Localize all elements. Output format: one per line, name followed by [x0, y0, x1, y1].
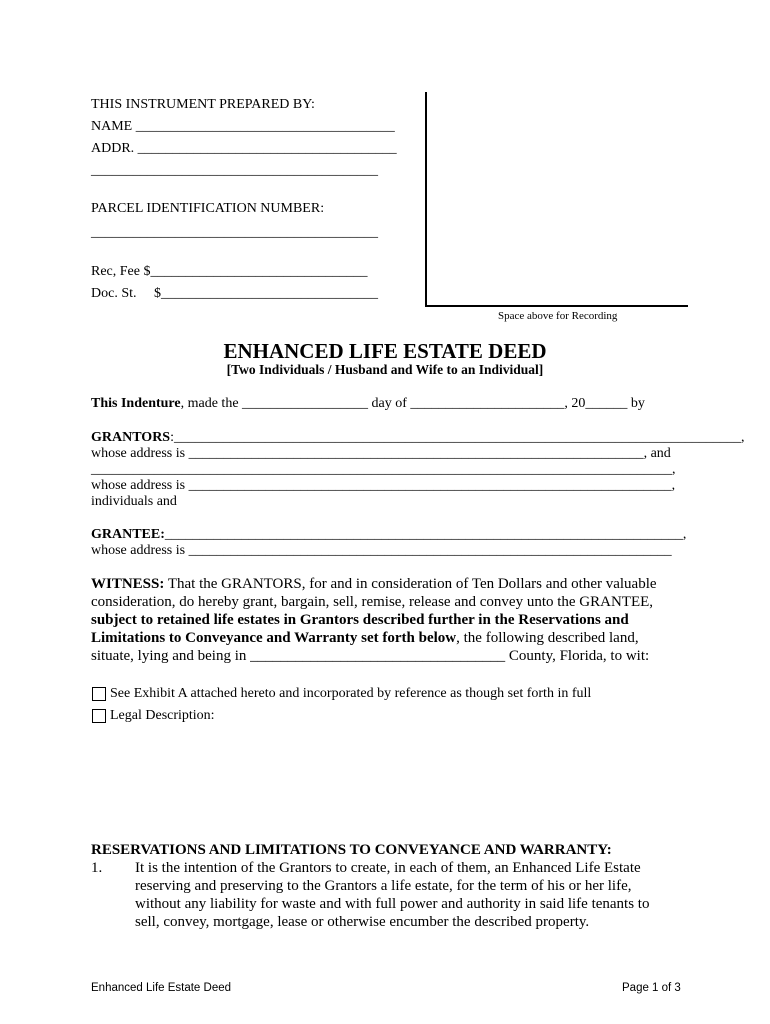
document-subtitle: [Two Individuals / Husband and Wife to an Individual]	[226, 362, 544, 377]
grantor-address-1: whose address is _________________________________________________________________, and	[91, 446, 671, 461]
indenture-text: , made the __________________ day of ______________________, 20______ by	[180, 396, 645, 411]
doc-stamp-line: Doc. St. $_______________________________	[91, 286, 378, 301]
grantee-address: whose address is _____________________________________________________________________	[91, 543, 672, 558]
witness-line-5: situate, lying and being in __________________________________ County, Florida, to wit:	[91, 648, 650, 664]
reservation-number: 1.	[91, 860, 103, 876]
grantors-individuals-and: individuals and	[91, 494, 177, 509]
reservations-heading: RESERVATIONS AND LIMITATIONS TO CONVEYANCE AND WARRANTY:	[91, 842, 612, 858]
exhibit-a-label: See Exhibit A attached hereto and incorporated by reference as though set forth in full	[110, 686, 592, 701]
witness-line-1	[91, 577, 657, 592]
recording-box-bottom-border	[425, 305, 688, 307]
witness-line-4-rest: , the following described land,	[456, 630, 639, 646]
footer-doc-name: Enhanced Life Estate Deed	[91, 982, 232, 994]
parcel-id-label: PARCEL IDENTIFICATION NUMBER:	[91, 201, 325, 216]
document-title: ENHANCED LIFE ESTATE DEED	[223, 339, 547, 363]
witness-label: WITNESS:	[91, 576, 165, 592]
footer-page-number: Page 1 of 3	[622, 982, 681, 994]
reservation-line-4: sell, convey, mortgage, lease or otherwise encumber the described property.	[135, 914, 590, 930]
legal-description-label: Legal Description:	[110, 708, 215, 723]
recording-space-note: Space above for Recording	[498, 310, 618, 322]
reservation-line-1: It is the intention of the Grantors to create, in each of them, an Enhanced Life Estate	[135, 860, 641, 876]
witness-line-4	[91, 631, 639, 646]
grantor-address-2: whose address is _____________________________________________________________________,	[91, 478, 676, 493]
grantors-label: GRANTORS	[91, 430, 171, 445]
witness-line-2: consideration, do hereby grant, bargain, sell, remise, release and convey unto the GRANTEE,	[91, 594, 654, 610]
rec-fee-line: Rec, Fee $_______________________________	[91, 264, 368, 279]
name-field-line: NAME _____________________________________	[91, 119, 395, 134]
grantors-line	[91, 431, 744, 445]
address-field-line: ADDR. _____________________________________	[91, 141, 397, 156]
witness-text-1: That the GRANTORS, for and in consideration of Ten Dollars and other valuable	[164, 576, 657, 592]
address-field-line-2: _________________________________________	[91, 163, 378, 178]
grantee-name-blank: __________________________________________________________________________,	[164, 527, 687, 542]
grantee-line	[91, 528, 686, 542]
grantors-name-blank: :_________________________________________________________________________________,	[170, 430, 745, 445]
reservation-line-3: without any liability for waste and with full power and authority in said life tenants to	[135, 896, 650, 912]
exhibit-a-checkbox[interactable]	[92, 687, 106, 701]
reservation-line-2: reserving and preserving to the Grantors a life estate, for the term of his or her life,	[135, 878, 632, 894]
witness-line-4-bold: Limitations to Conveyance and Warranty set forth below	[91, 630, 457, 646]
legal-description-checkbox[interactable]	[92, 709, 106, 723]
grantee-label: GRANTEE:	[91, 527, 165, 542]
grantor-name-2-blank: ___________________________________________________________________________________,	[91, 462, 676, 477]
indenture-label: This Indenture	[91, 396, 181, 411]
recording-box-left-border	[425, 92, 427, 307]
witness-line-3: subject to retained life estates in Grantors described further in the Reservations and	[91, 612, 629, 628]
prepared-by-label: THIS INSTRUMENT PREPARED BY:	[91, 97, 315, 112]
indenture-line	[91, 397, 645, 411]
parcel-id-line: _________________________________________	[91, 225, 378, 240]
